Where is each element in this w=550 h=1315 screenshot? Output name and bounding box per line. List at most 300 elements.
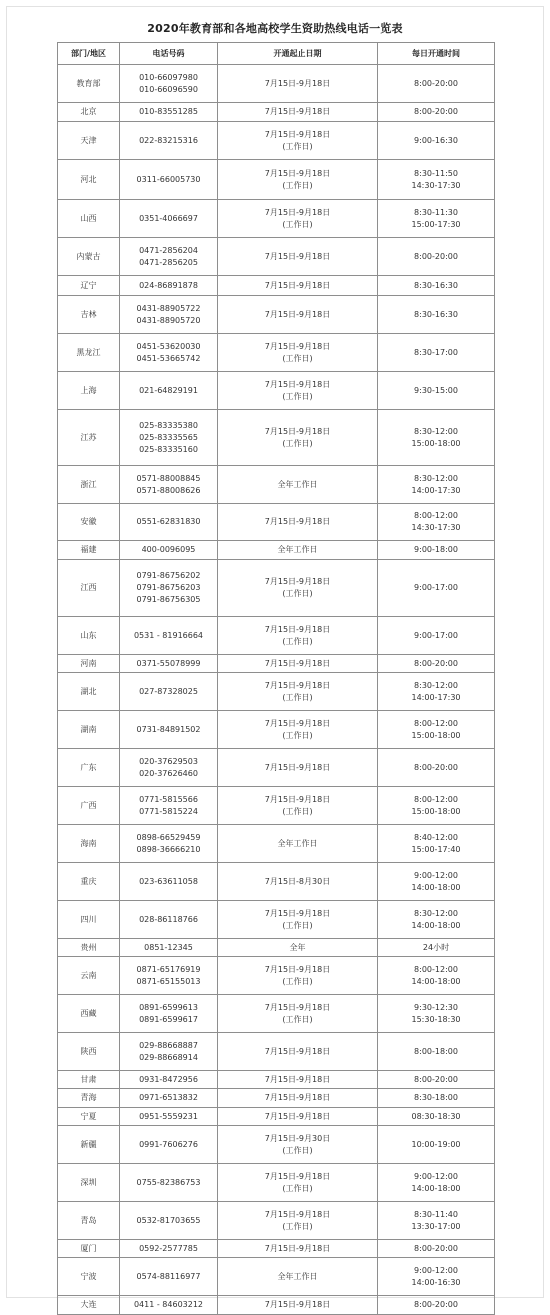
table-row [58,957,495,995]
table-body [58,65,495,1315]
hours-text: 9:30-15:00 [414,385,458,395]
phone-text: 0411 - 84603212 [133,1300,204,1309]
region-cell [58,863,120,901]
dates-text: 7月15日-9月30日 [264,1133,331,1143]
phone-text: 023-63611058 [139,876,198,886]
phone-cell [120,1202,218,1240]
region-cell [58,334,120,372]
hours-cell [378,122,495,160]
phone-text: 0351-4066697 [139,213,198,223]
dates-cell [218,1258,378,1296]
table-row [58,541,495,560]
dates-text: 7月15日-9月18日 [264,658,331,668]
phone-cell [120,238,218,276]
hours-cell [378,939,495,957]
dates-text: 7月15日-9月18日 [264,762,331,772]
hours-text: 8:00-20:00 [414,1300,458,1309]
hours-text: 8:00-20:00 [414,1243,458,1253]
hours-text: 15:00-17:30 [411,219,461,229]
dates-text: (工作日) [282,438,313,448]
hours-cell [378,617,495,655]
hours-cell [378,655,495,673]
dates-text: 7月15日-9月18日 [264,1300,331,1309]
table-row [58,1240,495,1258]
phone-cell [120,1164,218,1202]
hours-cell [378,1089,495,1108]
phone-cell [120,901,218,939]
phone-text: 0791-86756305 [136,595,201,604]
region-cell [58,1033,120,1071]
phone-text: 0431-88905722 [136,303,201,313]
dates-text: 7月15日-9月18日 [264,1002,331,1012]
phone-text: 0771-5815566 [139,794,198,804]
region-cell [58,160,120,200]
dates-text: 7月15日-9月18日 [264,280,331,290]
page-title: 2020年教育部和各地高校学生资助热线电话一览表 [147,22,403,35]
region-text: 厦门 [80,1243,97,1253]
hours-cell [378,1202,495,1240]
phone-text: 0731-84891502 [136,724,201,734]
region-cell [58,276,120,296]
hours-cell [378,372,495,410]
dates-text: (工作日) [282,636,313,646]
phone-text: 0371-55078999 [136,658,201,668]
hours-text: 9:00-17:00 [414,583,458,592]
dates-text: 7月15日-9月18日 [264,1074,331,1084]
region-cell [58,1240,120,1258]
header-dates: 开通起止日期 [218,43,378,65]
dates-cell [218,617,378,655]
phone-cell [120,541,218,560]
dates-cell [218,1033,378,1071]
hours-text: 8:00-12:00 [414,718,458,728]
dates-text: 7月15日-9月18日 [264,517,331,526]
phone-text: 027-87328025 [139,686,198,696]
region-cell [58,939,120,957]
region-cell [58,1202,120,1240]
region-text: 甘肃 [80,1074,97,1084]
table-row [58,296,495,334]
dates-cell [218,673,378,711]
region-cell [58,711,120,749]
hours-cell [378,1126,495,1164]
hours-text: 8:30-12:00 [414,473,458,483]
dates-cell [218,103,378,122]
hours-text: 14:00-18:00 [411,1183,461,1193]
dates-text: 7月15日-9月18日 [264,129,331,139]
region-text: 青海 [80,1093,97,1102]
phone-cell [120,749,218,787]
phone-text: 0574-88116977 [136,1271,201,1281]
hours-text: 14:30-17:30 [411,523,461,532]
phone-text: 0592-2577785 [139,1243,198,1253]
hours-cell [378,334,495,372]
table-row [58,655,495,673]
hours-cell [378,160,495,200]
region-cell [58,825,120,863]
phone-text: 029-88668914 [139,1052,198,1062]
hours-text: 8:30-11:30 [414,207,458,217]
region-cell [58,1071,120,1089]
table-row [58,504,495,541]
dates-cell [218,466,378,504]
dates-cell [218,1202,378,1240]
dates-text: (工作日) [282,1014,313,1024]
phone-text: 0311-66005730 [136,174,201,184]
table-row [58,1089,495,1108]
hours-text: 8:30-18:00 [414,1093,458,1102]
hours-text: 8:00-12:00 [414,964,458,974]
hours-text: 14:00-18:00 [411,882,461,892]
hours-text: 15:00-17:40 [411,844,461,854]
dates-text: 全年工作日 [277,479,318,489]
hours-text: 14:00-16:30 [411,1277,461,1287]
phone-text: 0891-6599617 [139,1014,198,1024]
table-row [58,200,495,238]
dates-text: 7月15日-9月18日 [264,577,331,586]
dates-text: 全年 [289,942,306,952]
dates-cell [218,749,378,787]
phone-text: 0532-81703655 [136,1215,201,1225]
phone-text: 024-86891878 [139,280,198,290]
hours-cell [378,410,495,466]
phone-text: 0991-7606276 [139,1139,198,1149]
dates-text: 7月15日-9月18日 [264,964,331,974]
hours-cell [378,995,495,1033]
dates-text: 7月15日-8月30日 [264,876,331,886]
phone-cell [120,1033,218,1071]
region-text: 辽宁 [80,280,97,290]
dates-cell [218,1126,378,1164]
phone-text: 022-83215316 [139,135,198,145]
table-row [58,334,495,372]
table-header-row [58,43,495,65]
dates-cell [218,334,378,372]
header-region: 部门/地区 [58,43,120,65]
region-text: 青岛 [80,1215,97,1225]
hours-cell [378,65,495,103]
hours-text: 14:30-17:30 [411,180,461,190]
dates-text: 7月15日-9月18日 [264,1209,331,1219]
table-row [58,617,495,655]
hours-text: 8:00-20:00 [414,762,458,772]
phone-cell [120,673,218,711]
dates-text: (工作日) [282,1183,313,1193]
dates-cell [218,711,378,749]
dates-cell [218,655,378,673]
hours-cell [378,1071,495,1089]
hours-text: 8:30-12:00 [414,426,458,436]
dates-cell [218,296,378,334]
region-cell [58,65,120,103]
region-cell [58,541,120,560]
hours-cell [378,711,495,749]
phone-text: 0931-8472956 [139,1074,198,1084]
table-row [58,1108,495,1126]
dates-text: 7月15日-9月18日 [264,908,331,918]
region-text: 江西 [80,583,97,592]
phone-cell [120,1258,218,1296]
dates-text: 7月15日-9月18日 [264,1171,331,1181]
table-row [58,372,495,410]
dates-text: 7月15日-9月18日 [264,107,331,116]
phone-text: 025-83335565 [139,432,198,442]
table-row [58,711,495,749]
dates-text: (工作日) [282,976,313,986]
table-row [58,103,495,122]
hours-text: 8:00-20:00 [414,251,458,261]
table-row [58,1071,495,1089]
region-cell [58,238,120,276]
dates-text: (工作日) [282,730,313,740]
dates-cell [218,1089,378,1108]
hours-text: 8:00-12:00 [414,511,458,520]
phone-text: 400-0096095 [141,545,196,554]
phone-text: 025-83335160 [139,444,198,454]
hours-cell [378,825,495,863]
hours-text: 9:00-18:00 [414,545,458,554]
region-cell [58,617,120,655]
phone-cell [120,1071,218,1089]
dates-cell [218,995,378,1033]
region-text: 陕西 [80,1046,97,1056]
region-cell [58,749,120,787]
phone-cell [120,1089,218,1108]
region-cell [58,1258,120,1296]
hours-text: 10:00-19:00 [411,1139,461,1149]
hours-text: 8:30-17:00 [414,347,458,357]
hours-cell [378,560,495,617]
hours-cell [378,1164,495,1202]
header-phone: 电话号码 [120,43,218,65]
dates-text: (工作日) [282,391,313,401]
dates-text: 7月15日-9月18日 [264,251,331,261]
region-text: 深圳 [80,1177,97,1187]
phone-cell [120,276,218,296]
region-text: 湖北 [80,686,97,696]
hours-cell [378,1258,495,1296]
region-text: 黑龙江 [76,347,101,357]
phone-text: 029-88668887 [139,1040,198,1050]
dates-text: (工作日) [282,589,313,598]
hours-cell [378,504,495,541]
region-text: 宁波 [80,1271,97,1281]
region-cell [58,200,120,238]
phone-cell [120,334,218,372]
phone-text: 0471-2856205 [139,257,198,267]
region-cell [58,1296,120,1315]
hours-cell [378,1296,495,1315]
hours-cell [378,296,495,334]
dates-cell [218,1108,378,1126]
region-text: 浙江 [80,479,97,489]
hours-text: 8:40-12:00 [414,832,458,842]
hours-cell [378,103,495,122]
hours-cell [378,957,495,995]
phone-text: 0451-53665742 [136,353,201,363]
phone-text: 0898-66529459 [136,832,201,842]
hours-text: 9:00-17:00 [414,630,458,640]
dates-text: (工作日) [282,806,313,816]
header-hours: 每日开通时间 [378,43,495,65]
dates-text: (工作日) [282,920,313,930]
dates-cell [218,825,378,863]
hours-text: 8:30-11:40 [414,1209,458,1219]
phone-cell [120,1108,218,1126]
region-text: 海南 [80,838,97,848]
phone-cell [120,825,218,863]
phone-text: 0891-6599613 [139,1002,198,1012]
hours-text: 9:00-12:00 [414,1171,458,1181]
region-text: 天津 [80,135,97,145]
phone-cell [120,122,218,160]
hours-cell [378,787,495,825]
dates-cell [218,65,378,103]
phone-text: 0551-62831830 [136,517,201,526]
phone-cell [120,466,218,504]
phone-text: 025-83335380 [139,420,198,430]
table-row [58,122,495,160]
hours-cell [378,673,495,711]
dates-text: 7月15日-9月18日 [264,794,331,804]
region-text: 湖南 [80,724,97,734]
hours-text: 8:00-20:00 [414,78,458,88]
phone-cell [120,160,218,200]
dates-cell [218,122,378,160]
table-row [58,1258,495,1296]
hours-text: 13:30-17:00 [411,1221,461,1231]
dates-text: 7月15日-9月18日 [264,207,331,217]
region-cell [58,296,120,334]
region-text: 贵州 [80,942,97,952]
dates-text: (工作日) [282,219,313,229]
region-cell [58,466,120,504]
region-cell [58,560,120,617]
hours-text: 14:00-18:00 [411,976,461,986]
table-row [58,160,495,200]
region-text: 西藏 [80,1008,97,1018]
dates-cell [218,1240,378,1258]
dates-cell [218,1071,378,1089]
dates-text: 7月15日-9月18日 [264,78,331,88]
table-row [58,825,495,863]
phone-text: 0451-53620030 [136,341,201,351]
region-cell [58,1108,120,1126]
phone-text: 028-86118766 [139,914,198,924]
dates-text: (工作日) [282,1145,313,1155]
region-cell [58,1164,120,1202]
table-row [58,1202,495,1240]
phone-cell [120,372,218,410]
hours-text: 8:00-20:00 [414,658,458,668]
phone-cell [120,1240,218,1258]
hours-text: 15:00-18:00 [411,730,461,740]
phone-text: 0791-86756203 [136,583,201,592]
region-text: 北京 [80,107,97,116]
dates-text: 7月15日-9月18日 [264,426,331,436]
hours-text: 8:00-18:00 [414,1046,458,1056]
phone-text: 0531 - 81916664 [133,630,204,640]
region-cell [58,103,120,122]
region-text: 云南 [80,970,97,980]
hours-text: 15:00-18:00 [411,806,461,816]
dates-text: 全年工作日 [277,545,318,554]
dates-text: 7月15日-9月18日 [264,1046,331,1056]
region-cell [58,995,120,1033]
phone-cell [120,655,218,673]
hours-text: 8:30-16:30 [414,280,458,290]
phone-cell [120,617,218,655]
region-cell [58,1126,120,1164]
region-text: 河南 [80,658,97,668]
phone-text: 0871-65176919 [136,964,201,974]
hours-cell [378,863,495,901]
dates-cell [218,1164,378,1202]
region-cell [58,1089,120,1108]
region-text: 大连 [80,1300,97,1309]
hours-cell [378,200,495,238]
phone-text: 0871-65155013 [136,976,201,986]
phone-text: 020-37626460 [139,768,198,778]
hours-text: 08:30-18:30 [411,1111,461,1121]
region-text: 内蒙古 [76,251,101,261]
hours-text: 9:30-12:30 [414,1002,458,1012]
region-cell [58,787,120,825]
phone-cell [120,711,218,749]
phone-cell [120,504,218,541]
phone-cell [120,410,218,466]
region-text: 山西 [80,213,97,223]
hours-text: 14:00-17:30 [411,692,461,702]
dates-cell [218,372,378,410]
table-row [58,749,495,787]
phone-cell [120,957,218,995]
region-cell [58,504,120,541]
table-row [58,1033,495,1071]
hours-cell [378,749,495,787]
table-row [58,466,495,504]
dates-text: 7月15日-9月18日 [264,1093,331,1102]
dates-cell [218,238,378,276]
phone-cell [120,200,218,238]
region-text: 山东 [80,630,97,640]
phone-text: 0898-36666210 [136,844,201,854]
dates-text: 7月15日-9月18日 [264,341,331,351]
region-text: 四川 [80,914,97,924]
dates-cell [218,560,378,617]
dates-text: 7月15日-9月18日 [264,379,331,389]
dates-text: 7月15日-9月18日 [264,1111,331,1121]
table-row [58,673,495,711]
dates-cell [218,863,378,901]
hours-text: 14:00-18:00 [411,920,461,930]
dates-text: 7月15日-9月18日 [264,309,331,319]
table-row [58,1296,495,1315]
region-cell [58,655,120,673]
hours-cell [378,541,495,560]
phone-text: 0471-2856204 [139,245,198,255]
hours-text: 14:00-17:30 [411,485,461,495]
region-cell [58,673,120,711]
region-cell [58,901,120,939]
table-row [58,901,495,939]
hours-text: 8:30-12:00 [414,908,458,918]
phone-text: 0571-88008845 [136,473,201,483]
dates-text: (工作日) [282,141,313,151]
hours-cell [378,901,495,939]
hours-cell [378,1240,495,1258]
phone-cell [120,296,218,334]
